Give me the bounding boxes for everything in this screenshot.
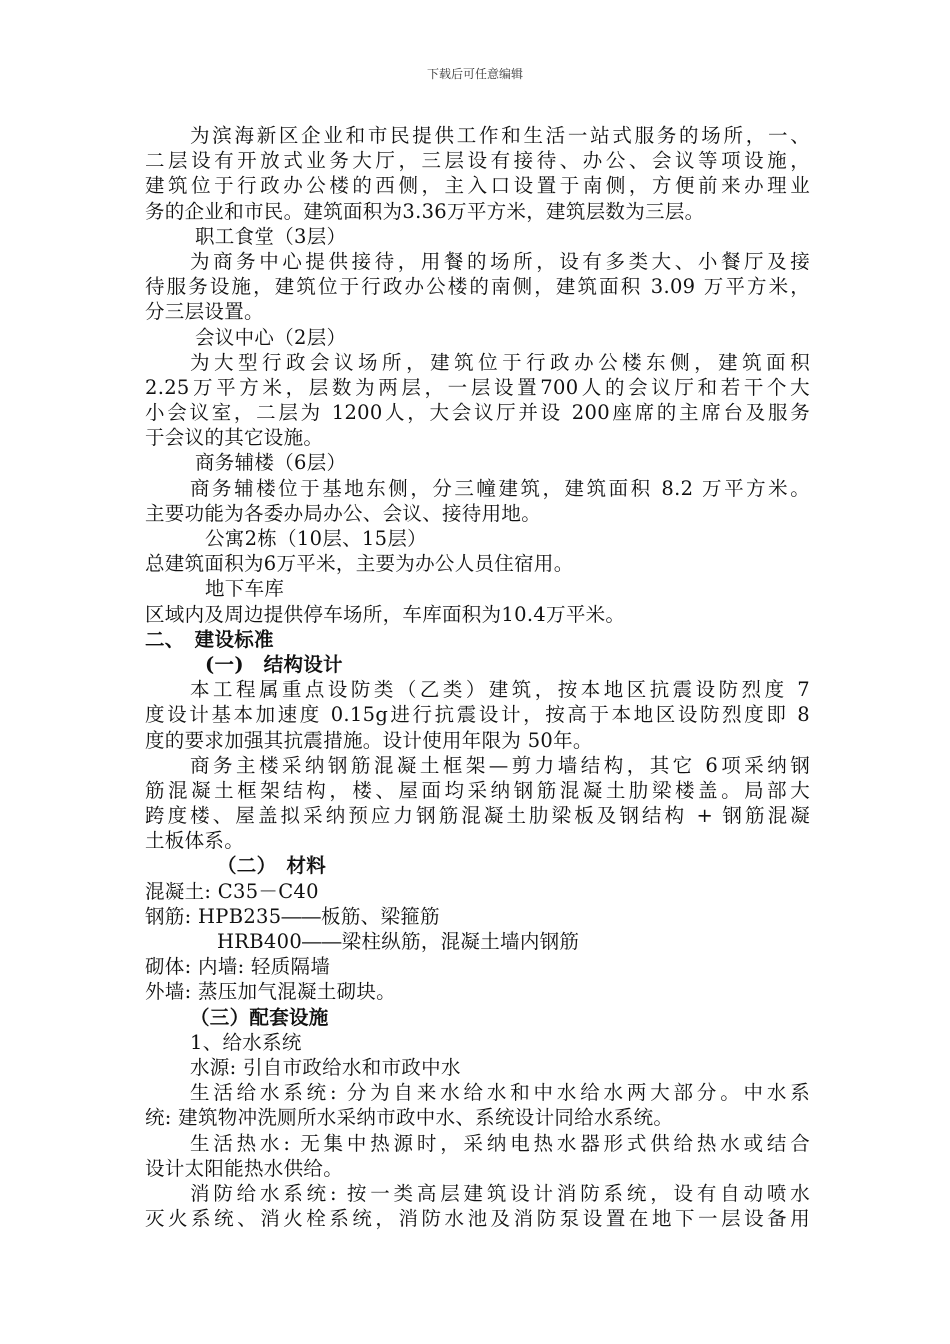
text-line: 二、 建设标准 (145, 627, 274, 651)
text-line: 二层设有开放式业务大厅，三层设有接待、办公、会议等项设施， (145, 149, 810, 173)
page-header: 下载后可任意编辑 (426, 67, 523, 81)
text-line: 分三层设置。 (145, 300, 264, 324)
text-line: 建筑位于行政办公楼的西侧，主入口设置于南侧，方便前来办理业 (145, 174, 810, 198)
text-line: 商务主楼采纳钢筋混凝土框架—剪力墙结构，其它 6项采纳钢 (190, 753, 810, 777)
text-line: 为商务中心提供接待，用餐的场所，设有多类大、小餐厅及接 (190, 249, 810, 273)
text-line: （三）配套设施 (190, 1005, 329, 1029)
text-line: 区域内及周边提供停车场所，车库面积为10.4万平米。 (145, 602, 626, 626)
text-line: 务的企业和市民。建筑面积为3.36万平方米，建筑层数为三层。 (145, 199, 705, 223)
text-line: 1、给水系统 (190, 1030, 302, 1054)
text-line: 统: 建筑物冲洗厕所水采纳市政中水、系统设计同给水系统。 (145, 1106, 674, 1130)
text-line: （二） 材料 (217, 854, 327, 878)
text-line: 筋混凝土框架结构，楼、屋面均采纳钢筋混凝土肋梁楼盖。局部大 (145, 778, 810, 802)
text-line: 商务辅楼（6层） (195, 451, 347, 475)
text-line: 生活给水系统: 分为自来水给水和中水给水两大部分。中水系 (190, 1081, 810, 1105)
text-line: 职工食堂（3层） (195, 224, 347, 248)
text-line: 生活热水: 无集中热源时，采纳电热水器形式供给热水或结合 (190, 1131, 810, 1155)
text-line: 外墙: 蒸压加气混凝土砌块。 (145, 980, 396, 1004)
text-line: 总建筑面积为6万平米，主要为办公人员住宿用。 (145, 552, 574, 576)
text-line: (一) 结构设计 (205, 652, 343, 676)
text-line: 为大型行政会议场所，建筑位于行政办公楼东侧，建筑面积 (190, 350, 810, 374)
text-line: 会议中心（2层） (195, 325, 347, 349)
text-line: 本工程属重点设防类（乙类）建筑，按本地区抗震设防烈度 7 (190, 678, 810, 702)
text-line: 设计太阳能热水供给。 (145, 1156, 344, 1180)
text-line: 钢筋: HPB235――板筋、梁箍筋 (145, 904, 440, 928)
document-body (145, 123, 810, 1231)
text-line: 为滨海新区企业和市民提供工作和生活一站式服务的场所，一、 (190, 124, 810, 147)
text-line: 主要功能为各委办局办公、会议、接待用地。 (145, 501, 542, 525)
text-line: 待服务设施，建筑位于行政办公楼的南侧，建筑面积 3.09 万平方米， (145, 275, 810, 299)
text-line: 度设计基本加速度 0.15g进行抗震设计，按高于本地区设防烈度即 8 (145, 703, 810, 727)
text-line: 商务辅楼位于基地东侧，分三幢建筑，建筑面积 8.2 万平方米。 (190, 476, 810, 500)
text-line: 度的要求加强其抗震措施。设计使用年限为 50年。 (145, 728, 593, 752)
text-line: 地下车库 (205, 577, 285, 601)
text-line: 灭火系统、消火栓系统，消防水池及消防泵设置在地下一层设备用 (145, 1207, 810, 1231)
text-line: 小会议室，二层为 1200人，大会议厅并设 200座席的主席台及服务 (145, 401, 810, 425)
text-line: 跨度楼、屋盖拟采纳预应力钢筋混凝土肋梁板及钢结构 + 钢筋混凝 (145, 804, 810, 828)
text-line: 消防给水系统: 按一类高层建筑设计消防系统，设有自动喷水 (190, 1181, 810, 1205)
text-line: 混凝土: C35－C40 (145, 879, 319, 903)
text-line: 于会议的其它设施。 (145, 426, 324, 450)
text-line: 公寓2栋（10层、15层） (205, 527, 427, 550)
text-line: 2.25万平方米，层数为两层，一层设置700人的会议厅和若干个大 (145, 375, 810, 399)
text-line: HRB400――梁柱纵筋，混凝土墙内钢筋 (217, 930, 580, 953)
text-line: 水源: 引自市政给水和市政中水 (190, 1055, 461, 1079)
text-line: 砌体: 内墙: 轻质隔墙 (145, 955, 331, 979)
text-line: 土板体系。 (145, 829, 245, 853)
